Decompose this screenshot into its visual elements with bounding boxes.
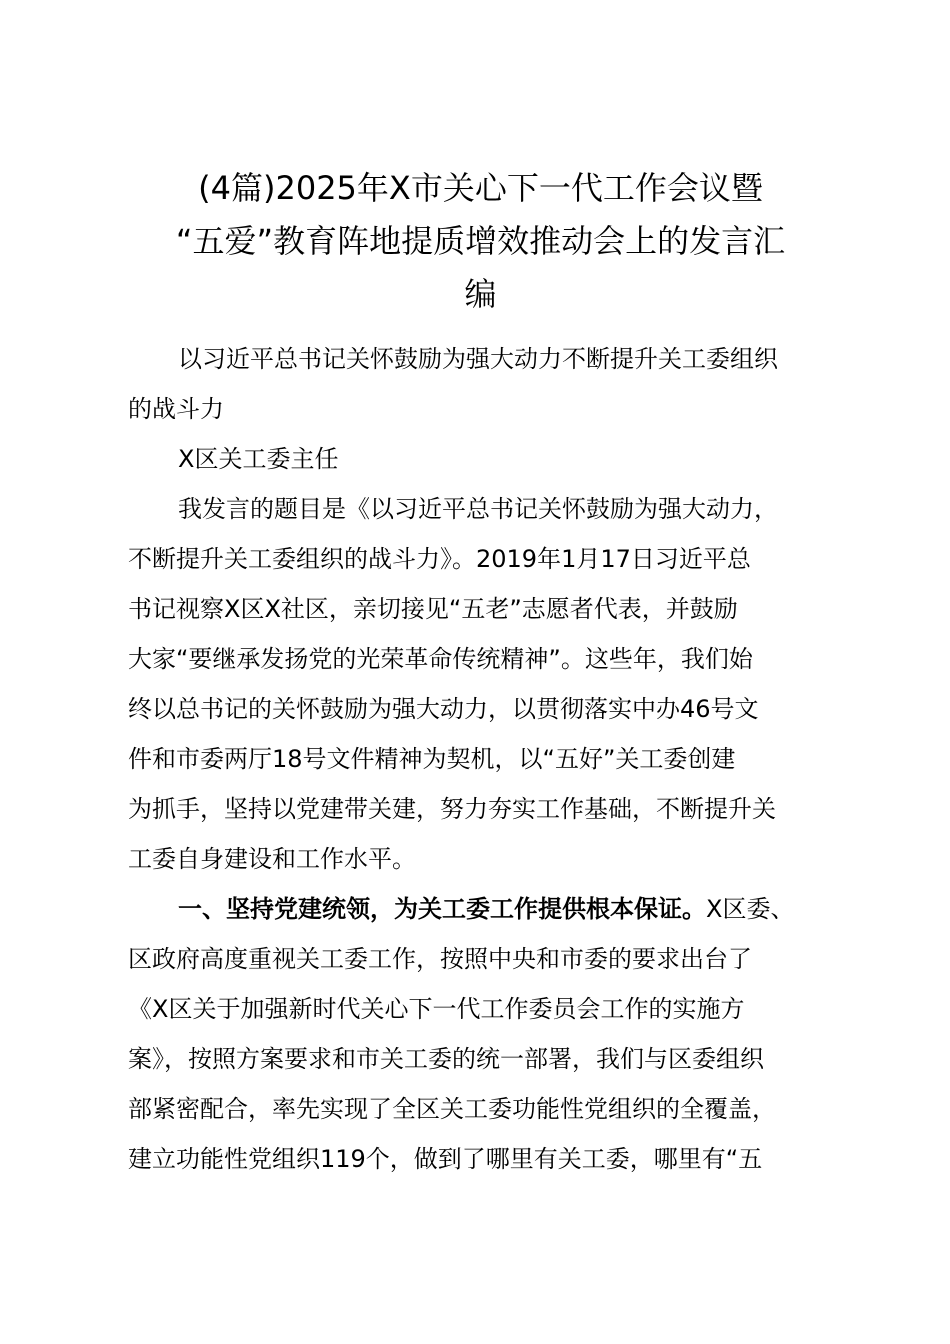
paragraph-line: 大家“要继承发扬党的光荣革命传统精神”。这些年，我们始 (128, 645, 753, 673)
section-heading-line (128, 884, 833, 934)
document-body (128, 334, 833, 1184)
paragraph-text: X区委、 (706, 895, 795, 923)
subtitle-line-1: 以习近平总书记关怀鼓励为强大动力不断提升关工委组织 (178, 345, 778, 373)
paragraph-line: 为抓手，坚持以党建带关建，努力夯实工作基础，不断提升关 (128, 795, 776, 823)
section-heading: 一、坚持党建统领，为关工委工作提供根本保证。 (178, 895, 706, 923)
title-line-2: “五爱”教育阵地提质增效推动会上的发言汇 (175, 222, 786, 260)
paragraph-line: 件和市委两厅18号文件精神为契机，以“五好”关工委创建 (128, 745, 736, 773)
paragraph-line: 不断提升关工委组织的战斗力》。2019年1月17日习近平总 (128, 545, 751, 573)
paragraph-line: 工委自身建设和工作水平。 (128, 845, 416, 873)
speaker-line: X区关工委主任 (178, 445, 339, 473)
title-line-1: (4篇)2025年X市关心下一代工作会议暨 (198, 169, 763, 207)
paragraph-line: 我发言的题目是《以习近平总书记关怀鼓励为强大动力， (178, 495, 778, 523)
paragraph-line: 建立功能性党组织119个，做到了哪里有关工委，哪里有“五 (128, 1145, 763, 1173)
subtitle-line-2: 的战斗力 (128, 395, 224, 423)
paragraph-line: 书记视察X区X社区，亲切接见“五老”志愿者代表，并鼓励 (128, 595, 738, 623)
paragraph-line: 《X区关于加强新时代关心下一代工作委员会工作的实施方 (128, 995, 745, 1023)
paragraph-line: 终以总书记的关怀鼓励为强大动力，以贯彻落实中办46号文 (128, 695, 759, 723)
paragraph-line: 案》，按照方案要求和市关工委的统一部署，我们与区委组织 (128, 1045, 764, 1073)
title-line-3: 编 (464, 275, 497, 313)
document-title (118, 162, 843, 321)
paragraph-line: 部紧密配合，率先实现了全区关工委功能性党组织的全覆盖， (128, 1095, 776, 1123)
paragraph-line: 区政府高度重视关工委工作，按照中央和市委的要求出台了 (128, 945, 752, 973)
